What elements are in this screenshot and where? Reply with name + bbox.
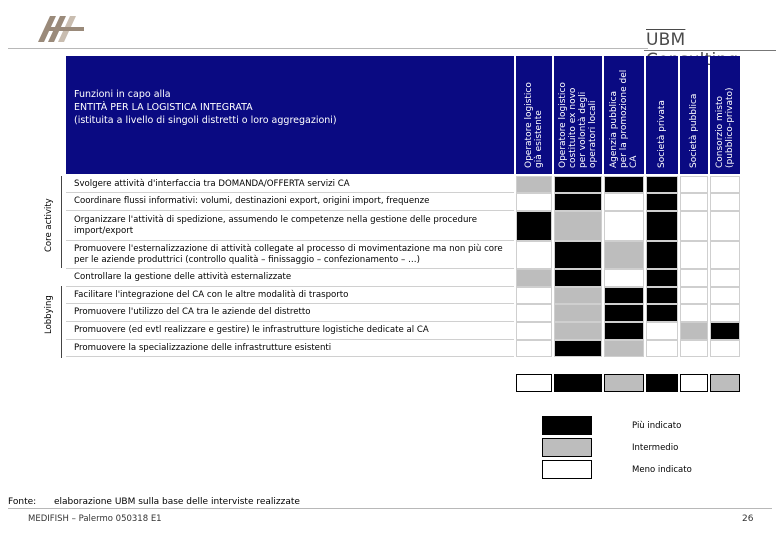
rating-cell: [710, 241, 740, 269]
rating-cell: [604, 304, 644, 322]
rating-cell: [710, 176, 740, 193]
rating-cell: [604, 340, 644, 357]
rating-cell: [604, 241, 644, 269]
row-label: Promuovere la specializzazione delle infrastrutture esistenti: [74, 342, 332, 353]
rating-cell: [604, 211, 644, 241]
header-line-3: (istituita a livello di singoli distretti o loro aggregazioni): [74, 115, 337, 126]
rating-cell: [646, 322, 678, 340]
rating-cell: [646, 269, 678, 287]
summary-cell: [710, 374, 740, 392]
rating-cell: [604, 193, 644, 211]
rating-cell: [516, 176, 552, 193]
rating-cell: [680, 193, 708, 211]
table-header: [66, 56, 514, 174]
source-key: Fonte:: [8, 497, 37, 507]
rating-cell: [710, 322, 740, 340]
rating-cell: [516, 287, 552, 304]
row-label: Promuovere l'utilizzo del CA tra le aziende del distretto: [74, 307, 311, 317]
column-header-6: Consorzio misto (pubblico-privato): [710, 56, 740, 174]
rating-cell: [516, 269, 552, 287]
group-label-lobbying: Lobbying: [44, 295, 54, 334]
column-header-4: Società privata: [646, 56, 678, 174]
rating-cell: [646, 211, 678, 241]
row-divider: [66, 268, 514, 269]
rating-cell: [680, 176, 708, 193]
rating-cell: [646, 176, 678, 193]
rating-cell: [680, 340, 708, 357]
row-label: Promuovere l'esternalizzazione di attività collegate al processo di movimentazione ma non più core per le aziende produttrici (controllo qualità – finissaggio – confezionamento – …): [74, 243, 503, 265]
row-label: Coordinare flussi informativi: volumi, destinazioni export, origini import, frequenze: [74, 196, 430, 206]
footer-text: MEDIFISH – Palermo 050318 E1: [28, 514, 162, 524]
summary-cell: [680, 374, 708, 392]
rating-cell: [554, 211, 602, 241]
rating-cell: [680, 241, 708, 269]
rating-cell: [516, 211, 552, 241]
footer-divider: [8, 508, 772, 509]
rating-cell: [646, 340, 678, 357]
rating-cell: [646, 193, 678, 211]
rating-cell: [680, 322, 708, 340]
rating-cell: [554, 322, 602, 340]
legend-swatch-white: [542, 460, 592, 479]
rating-cell: [554, 304, 602, 322]
row-label: Svolgere attività d'interfaccia tra DOMANDA/OFFERTA servizi CA: [74, 178, 350, 189]
core-bracket: [61, 176, 62, 268]
rating-cell: [604, 269, 644, 287]
rating-cell: [646, 241, 678, 269]
column-header-2: Operatore logistico costituito ex novo per volontà degli operatori locali: [554, 56, 602, 174]
group-label-core: Core activity: [44, 198, 54, 252]
summary-cell: [646, 374, 678, 392]
rating-cell: [680, 304, 708, 322]
rating-cell: [554, 287, 602, 304]
source-text: elaborazione UBM sulla base delle interviste realizzate: [54, 497, 300, 507]
rating-cell: [604, 287, 644, 304]
rating-cell: [646, 304, 678, 322]
row-divider: [66, 356, 514, 357]
row-divider: [66, 240, 514, 241]
header-line-2: ENTITÀ PER LA LOGISTICA INTEGRATA: [74, 102, 253, 113]
company-logo-icon: [36, 14, 86, 44]
row-label: Organizzare l'attività di spedizione, assumendo le competenze nella gestione delle procedure import/export: [74, 214, 478, 236]
rating-cell: [554, 241, 602, 269]
row-divider: [66, 286, 514, 287]
row-label: Controllare la gestione delle attività esternalizzate: [74, 272, 292, 282]
top-divider: [8, 48, 648, 49]
header-line-1: Funzioni in capo alla: [74, 89, 171, 100]
rating-cell: [646, 287, 678, 304]
rating-cell: [554, 340, 602, 357]
legend-swatch-dark: [542, 416, 592, 435]
legend-swatch-mid: [542, 438, 592, 457]
rating-cell: [516, 241, 552, 269]
brand-underline: [644, 50, 776, 51]
rating-cell: [710, 287, 740, 304]
lobbying-bracket: [61, 286, 62, 358]
row-divider: [66, 339, 514, 340]
column-header-5: Società pubblica: [680, 56, 708, 174]
rating-cell: [554, 176, 602, 193]
rating-cell: [710, 340, 740, 357]
row-divider: [66, 192, 514, 193]
rating-cell: [680, 269, 708, 287]
rating-cell: [710, 193, 740, 211]
column-header-1: Operatore logistico già esistente: [516, 56, 552, 174]
legend-label: Intermedio: [632, 443, 679, 453]
rating-cell: [710, 304, 740, 322]
row-label: Facilitare l'integrazione del CA con le altre modalità di trasporto: [74, 289, 349, 300]
rating-cell: [680, 211, 708, 241]
rating-cell: [604, 322, 644, 340]
brand-name: $\overline{UBM}$: [646, 30, 686, 50]
rating-cell: [680, 287, 708, 304]
rating-cell: [554, 269, 602, 287]
summary-cell: [604, 374, 644, 392]
legend-label: Più indicato: [632, 421, 682, 431]
rating-cell: [554, 193, 602, 211]
rating-cell: [710, 211, 740, 241]
rating-cell: [516, 322, 552, 340]
rating-cell: [604, 176, 644, 193]
rating-cell: [516, 193, 552, 211]
column-header-3: Agenzia pubblica per la promozione del CA: [604, 56, 644, 174]
summary-cell: [516, 374, 552, 392]
summary-cell: [554, 374, 602, 392]
rating-cell: [516, 340, 552, 357]
row-divider: [66, 303, 514, 304]
rating-cell: [710, 269, 740, 287]
row-divider: [66, 321, 514, 322]
rating-cell: [516, 304, 552, 322]
row-label: Promuovere (ed evtl realizzare e gestire) le infrastrutture logistiche dedicate al CA: [74, 325, 429, 335]
page-number: 26: [742, 514, 754, 524]
legend-label: Meno indicato: [632, 465, 692, 475]
row-divider: [66, 210, 514, 211]
